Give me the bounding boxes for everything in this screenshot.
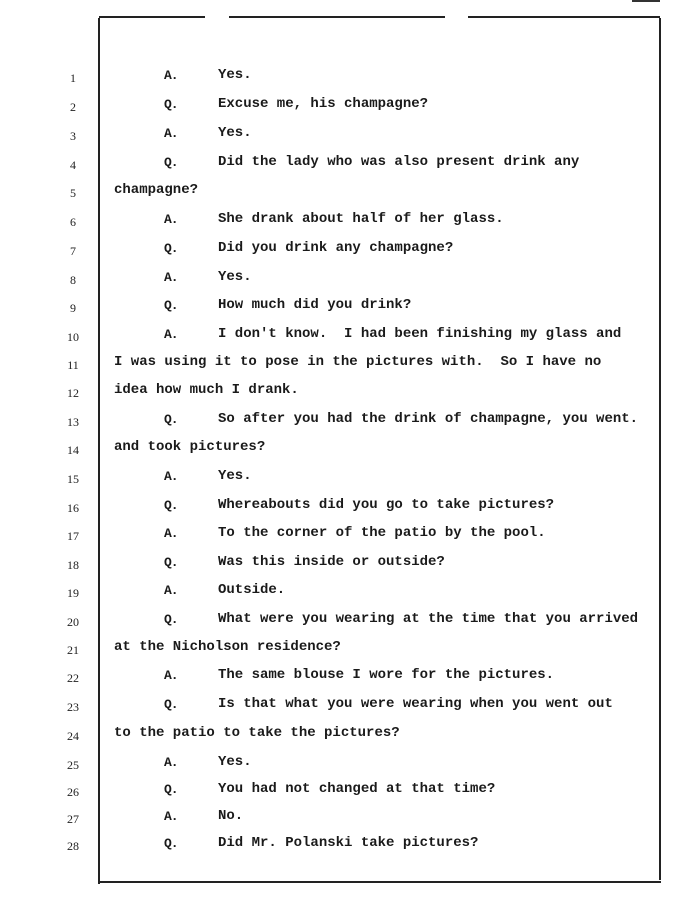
speaker-label: A.	[164, 126, 178, 141]
line-text: The same blouse I wore for the pictures.	[218, 667, 555, 683]
line-text: idea how much I drank.	[114, 382, 299, 398]
line-text: No.	[218, 808, 244, 824]
line-text: champagne?	[114, 182, 199, 198]
line-number: 19	[67, 586, 79, 600]
transcript-line	[0, 807, 700, 831]
transcript-line	[0, 610, 700, 634]
line-number: 9	[70, 301, 76, 315]
line-number: 6	[70, 215, 76, 229]
top-rule-right	[468, 16, 660, 18]
line-number: 25	[67, 758, 79, 772]
line-text: I don't know. I had been finishing my glass and	[218, 326, 622, 342]
line-number: 24	[67, 729, 79, 743]
line-text: Whereabouts did you go to take pictures?	[218, 497, 555, 513]
line-number: 2	[70, 100, 76, 114]
line-number: 3	[70, 129, 76, 143]
transcript-line	[0, 524, 700, 548]
line-number: 5	[70, 186, 76, 200]
line-number: 4	[70, 158, 76, 172]
line-number: 26	[67, 785, 79, 799]
transcript-line	[0, 753, 700, 777]
speaker-label: A.	[164, 327, 178, 342]
line-number: 8	[70, 273, 76, 287]
transcript-line	[0, 695, 700, 719]
transcript-line	[0, 95, 700, 119]
line-text: Yes.	[218, 468, 252, 484]
speaker-label: A.	[164, 809, 178, 824]
speaker-label: Q.	[164, 241, 178, 256]
line-text: To the corner of the patio by the pool.	[218, 525, 546, 541]
line-number: 27	[67, 812, 79, 826]
transcript-line	[0, 353, 700, 377]
line-number: 17	[67, 529, 79, 543]
transcript-line	[0, 780, 700, 804]
line-number: 22	[67, 671, 79, 685]
speaker-label: A.	[164, 212, 178, 227]
line-text: Did you drink any champagne?	[218, 240, 454, 256]
line-text: How much did you drink?	[218, 297, 412, 313]
transcript-line	[0, 181, 700, 205]
transcript-line	[0, 496, 700, 520]
line-number: 21	[67, 643, 79, 657]
transcript-line	[0, 581, 700, 605]
line-number: 14	[67, 443, 79, 457]
speaker-label: Q.	[164, 155, 178, 170]
line-number: 20	[67, 615, 79, 629]
transcript-line	[0, 239, 700, 263]
speaker-label: Q.	[164, 697, 178, 712]
speaker-label: Q.	[164, 97, 178, 112]
line-text: Yes.	[218, 67, 252, 83]
corner-mark	[632, 0, 660, 2]
speaker-label: A.	[164, 583, 178, 598]
line-number: 28	[67, 839, 79, 853]
line-text: Is that what you were wearing when you went out	[218, 696, 613, 712]
transcript-line	[0, 834, 700, 858]
line-number: 1	[70, 71, 76, 85]
line-number: 16	[67, 501, 79, 515]
line-text: Excuse me, his champagne?	[218, 96, 429, 112]
speaker-label: A.	[164, 668, 178, 683]
speaker-label: A.	[164, 526, 178, 541]
speaker-label: A.	[164, 68, 178, 83]
line-text: Yes.	[218, 125, 252, 141]
line-text: She drank about half of her glass.	[218, 211, 504, 227]
transcript-line	[0, 467, 700, 491]
line-text: Did Mr. Polanski take pictures?	[218, 835, 479, 851]
transcript-line	[0, 553, 700, 577]
line-text: I was using it to pose in the pictures with. So I have no	[114, 354, 602, 370]
transcript-line	[0, 124, 700, 148]
line-number: 12	[67, 386, 79, 400]
speaker-label: Q.	[164, 498, 178, 513]
line-text: Yes.	[218, 754, 252, 770]
line-text: at the Nicholson residence?	[114, 639, 341, 655]
transcript-line	[0, 153, 700, 177]
speaker-label: Q.	[164, 298, 178, 313]
line-number: 23	[67, 700, 79, 714]
transcript-line	[0, 724, 700, 748]
transcript-line	[0, 325, 700, 349]
top-rule-left	[99, 16, 205, 18]
speaker-label: Q.	[164, 555, 178, 570]
line-number: 11	[67, 358, 79, 372]
line-text: So after you had the drink of champagne, you went.	[218, 411, 639, 427]
line-number: 18	[67, 558, 79, 572]
speaker-label: A.	[164, 755, 178, 770]
line-text: Was this inside or outside?	[218, 554, 445, 570]
speaker-label: Q.	[164, 412, 178, 427]
speaker-label: Q.	[164, 612, 178, 627]
top-rule-middle	[229, 16, 445, 18]
line-text: to the patio to take the pictures?	[114, 725, 400, 741]
line-text: You had not changed at that time?	[218, 781, 496, 797]
transcript-line	[0, 268, 700, 292]
line-number: 15	[67, 472, 79, 486]
transcript-line	[0, 210, 700, 234]
speaker-label: Q.	[164, 836, 178, 851]
speaker-label: A.	[164, 270, 178, 285]
speaker-label: A.	[164, 469, 178, 484]
line-number: 13	[67, 415, 79, 429]
speaker-label: Q.	[164, 782, 178, 797]
bottom-rule	[98, 881, 661, 883]
line-number: 7	[70, 244, 76, 258]
line-text: Yes.	[218, 269, 252, 285]
transcript-line	[0, 410, 700, 434]
line-number: 10	[67, 330, 79, 344]
transcript-line	[0, 66, 700, 90]
line-text: and took pictures?	[114, 439, 266, 455]
line-text: What were you wearing at the time that you arrived	[218, 611, 639, 627]
transcript-line	[0, 381, 700, 405]
transcript-line	[0, 296, 700, 320]
transcript-line	[0, 638, 700, 662]
line-text: Did the lady who was also present drink any	[218, 154, 580, 170]
transcript-line	[0, 666, 700, 690]
transcript-line	[0, 438, 700, 462]
line-text: Outside.	[218, 582, 286, 598]
